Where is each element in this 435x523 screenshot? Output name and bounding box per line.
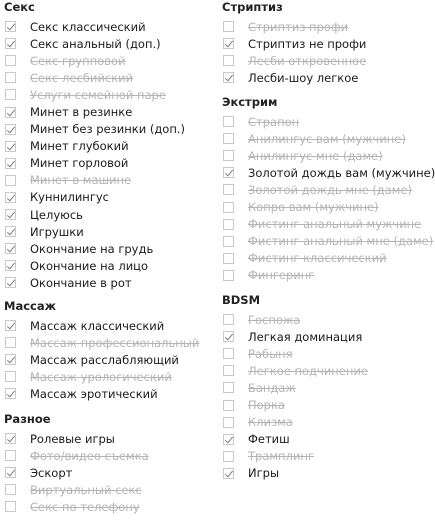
service-checkbox-item[interactable]	[4, 138, 216, 155]
service-label: Порка	[248, 398, 285, 413]
service-checkbox-item[interactable]	[4, 155, 216, 172]
service-label: Секс классический	[30, 19, 146, 34]
service-checkbox-item[interactable]	[222, 267, 434, 284]
service-label: Страпон	[248, 114, 300, 129]
checkbox-checked-icon[interactable]	[223, 434, 234, 445]
service-label: Минет глубокий	[30, 139, 129, 154]
service-checkbox-item[interactable]	[222, 414, 434, 431]
checkbox-unchecked-icon[interactable]	[223, 202, 234, 213]
service-checkbox-item[interactable]	[4, 69, 216, 86]
checkbox-unchecked-icon[interactable]	[223, 150, 234, 161]
service-checkbox-item[interactable]	[222, 311, 434, 328]
service-label: Фетиш	[248, 432, 290, 447]
service-checkbox-item[interactable]	[4, 172, 216, 189]
service-label: Стриптиз профи	[248, 19, 349, 34]
section-title: Экстрим	[222, 95, 278, 109]
section-title: BDSM	[222, 293, 261, 307]
service-checkbox-item[interactable]	[4, 498, 216, 515]
checkbox-checked-icon[interactable]	[5, 467, 16, 478]
section-right-0	[222, 0, 434, 86]
service-checkbox-item[interactable]	[222, 52, 434, 69]
service-label: Массаж классический	[30, 318, 165, 333]
service-checkbox-item[interactable]	[222, 113, 434, 130]
checkbox-unchecked-icon[interactable]	[223, 270, 234, 281]
service-checkbox-item[interactable]	[222, 198, 434, 215]
checkbox-checked-icon[interactable]	[5, 141, 16, 152]
service-label: Анилингус мне (даме)	[248, 148, 383, 163]
checkbox-checked-icon[interactable]	[5, 38, 16, 49]
service-checkbox-item[interactable]	[4, 447, 216, 464]
checkbox-unchecked-icon[interactable]	[5, 175, 16, 186]
service-label: Ролевые игры	[30, 431, 115, 446]
checkbox-unchecked-icon[interactable]	[223, 116, 234, 127]
service-checkbox-item[interactable]	[222, 35, 434, 52]
service-label: Массаж эротический	[30, 386, 158, 401]
service-label: Рабыня	[248, 346, 293, 361]
service-checkbox-item[interactable]	[4, 430, 216, 447]
service-checkbox-item[interactable]	[4, 368, 216, 385]
service-checkbox-item[interactable]	[222, 181, 434, 198]
service-label: Госпожа	[248, 312, 301, 327]
service-label: Лесби откровенное	[248, 53, 367, 68]
checkbox-unchecked-icon[interactable]	[5, 371, 16, 382]
service-checkbox-item[interactable]	[4, 257, 216, 274]
checkbox-unchecked-icon[interactable]	[223, 133, 234, 144]
service-label: Секс анальный (доп.)	[30, 36, 161, 51]
service-checkbox-item[interactable]	[222, 465, 434, 482]
checkbox-unchecked-icon[interactable]	[5, 72, 16, 83]
checkbox-checked-icon[interactable]	[223, 38, 234, 49]
service-label: Массаж профессиональный	[30, 335, 200, 350]
checkbox-unchecked-icon[interactable]	[223, 382, 234, 393]
service-label: Массаж расслабляющий	[30, 352, 179, 367]
service-label: Окончание на грудь	[30, 241, 154, 256]
checkbox-unchecked-icon[interactable]	[5, 89, 16, 100]
service-label: Секс лесбийский	[30, 70, 134, 85]
checkbox-unchecked-icon[interactable]	[223, 314, 234, 325]
service-checkbox-item[interactable]	[4, 103, 216, 120]
service-label: Игры	[248, 466, 280, 481]
service-label: Массаж урологический	[30, 369, 172, 384]
service-checkbox-item[interactable]	[4, 35, 216, 52]
checkbox-unchecked-icon[interactable]	[223, 365, 234, 376]
service-label: Куннилингус	[30, 190, 109, 205]
service-checkbox-item[interactable]	[222, 250, 434, 267]
service-label: Окончание в рот	[30, 275, 132, 290]
service-label: Фингеринг	[248, 268, 315, 283]
service-label: Фистинг анальный мне (даме)	[248, 234, 434, 249]
checkbox-checked-icon[interactable]	[5, 320, 16, 331]
service-checkbox-item[interactable]	[222, 18, 434, 35]
service-checkbox-item[interactable]	[222, 362, 434, 379]
service-checkbox-item[interactable]	[4, 481, 216, 498]
checkbox-unchecked-icon[interactable]	[5, 484, 16, 495]
service-label: Минет без резинки (доп.)	[30, 122, 185, 137]
service-label: Фистинг классический	[248, 251, 387, 266]
checkbox-checked-icon[interactable]	[5, 243, 16, 254]
service-checkbox-item[interactable]	[4, 86, 216, 103]
service-label: Минет горловой	[30, 156, 129, 171]
checkbox-unchecked-icon[interactable]	[223, 236, 234, 247]
checkbox-unchecked-icon[interactable]	[5, 337, 16, 348]
service-checkbox-item[interactable]	[4, 240, 216, 257]
section-left-2	[4, 412, 216, 515]
service-checkbox-item[interactable]	[4, 223, 216, 240]
checkbox-checked-icon[interactable]	[223, 468, 234, 479]
service-label: Игрушки	[30, 224, 84, 239]
checkbox-unchecked-icon[interactable]	[223, 348, 234, 359]
checkbox-unchecked-icon[interactable]	[223, 417, 234, 428]
checkbox-unchecked-icon[interactable]	[5, 55, 16, 66]
service-checkbox-item[interactable]	[222, 69, 434, 86]
checkbox-unchecked-icon[interactable]	[223, 184, 234, 195]
service-label: Целуюсь	[30, 207, 83, 222]
service-label: Легкое подчинение	[248, 363, 368, 378]
service-checkbox-item[interactable]	[222, 396, 434, 413]
service-label: Легкая доминация	[248, 329, 363, 344]
section-title: Секс	[4, 0, 35, 14]
checkbox-checked-icon[interactable]	[223, 331, 234, 342]
service-label: Фистинг анальный мужчине	[248, 217, 422, 232]
checkbox-unchecked-icon[interactable]	[223, 253, 234, 264]
checkbox-checked-icon[interactable]	[223, 167, 234, 178]
checkbox-unchecked-icon[interactable]	[5, 450, 16, 461]
checkbox-checked-icon[interactable]	[5, 433, 16, 444]
service-label: Анилингус вам (мужчине)	[248, 131, 406, 146]
checkbox-unchecked-icon[interactable]	[223, 55, 234, 66]
checkbox-checked-icon[interactable]	[5, 124, 16, 135]
service-label: Копро вам (мужчине)	[248, 200, 379, 215]
service-checkbox-item[interactable]	[4, 52, 216, 69]
service-label: Минет в машине	[30, 173, 132, 188]
service-checkbox-item[interactable]	[4, 334, 216, 351]
checkbox-checked-icon[interactable]	[5, 21, 16, 32]
checkbox-checked-icon[interactable]	[5, 354, 16, 365]
section-title: Стриптиз	[222, 0, 283, 14]
checkbox-unchecked-icon[interactable]	[223, 451, 234, 462]
service-checkbox-item[interactable]	[222, 345, 434, 362]
service-checkbox-item[interactable]	[222, 379, 434, 396]
section-right-2	[222, 293, 434, 482]
section-title: Массаж	[4, 299, 57, 313]
service-checkbox-item[interactable]	[4, 385, 216, 402]
service-label: Лесби-шоу легкое	[248, 70, 359, 85]
service-label: Стриптиз не профи	[248, 36, 367, 51]
service-label: Клизма	[248, 415, 293, 430]
service-label: Секс по телефону	[30, 499, 140, 514]
service-checkbox-item[interactable]	[4, 317, 216, 334]
checkbox-checked-icon[interactable]	[5, 209, 16, 220]
checkbox-checked-icon[interactable]	[5, 388, 16, 399]
service-checkbox-item[interactable]	[222, 448, 434, 465]
checkbox-checked-icon[interactable]	[5, 107, 16, 118]
service-checkbox-item[interactable]	[222, 233, 434, 250]
checkbox-checked-icon[interactable]	[5, 192, 16, 203]
checkbox-checked-icon[interactable]	[223, 72, 234, 83]
service-label: Виртуальный секс	[30, 482, 142, 497]
service-label: Секс групповой	[30, 53, 126, 68]
section-right-1	[222, 95, 434, 284]
service-checkbox-item[interactable]	[222, 431, 434, 448]
service-checkbox-item[interactable]	[222, 164, 434, 181]
checkbox-checked-icon[interactable]	[5, 158, 16, 169]
service-label: Эскорт	[30, 465, 73, 480]
service-checkbox-item[interactable]	[222, 216, 434, 233]
section-left-1	[4, 299, 216, 402]
service-label: Бандаж	[248, 380, 296, 395]
service-label: Минет в резинке	[30, 105, 133, 120]
service-label: Услуги семейной паре	[30, 87, 166, 102]
service-checkbox-item[interactable]	[4, 18, 216, 35]
checkbox-unchecked-icon[interactable]	[5, 501, 16, 512]
service-checkbox-item[interactable]	[4, 121, 216, 138]
service-label: Трамплинг	[248, 449, 314, 464]
service-label: Фото/видео съемка	[30, 448, 149, 463]
checkbox-checked-icon[interactable]	[5, 226, 16, 237]
checkbox-checked-icon[interactable]	[5, 260, 16, 271]
service-label: Окончание на лицо	[30, 258, 149, 273]
service-checkbox-item[interactable]	[4, 206, 216, 223]
service-checkbox-item[interactable]	[222, 147, 434, 164]
service-label: Золотой дождь вам (мужчине)	[248, 165, 435, 180]
service-checkbox-item[interactable]	[4, 464, 216, 481]
service-checkbox-item[interactable]	[222, 130, 434, 147]
checkbox-checked-icon[interactable]	[5, 277, 16, 288]
section-left-0	[4, 0, 216, 292]
service-checkbox-item[interactable]	[222, 328, 434, 345]
checkbox-unchecked-icon[interactable]	[223, 219, 234, 230]
section-title: Разное	[4, 412, 51, 426]
service-label: Золотой дождь мне (даме)	[248, 182, 413, 197]
service-checkbox-item[interactable]	[4, 351, 216, 368]
service-checkbox-item[interactable]	[4, 274, 216, 291]
checkbox-unchecked-icon[interactable]	[223, 400, 234, 411]
checkbox-unchecked-icon[interactable]	[223, 21, 234, 32]
service-checkbox-item[interactable]	[4, 189, 216, 206]
